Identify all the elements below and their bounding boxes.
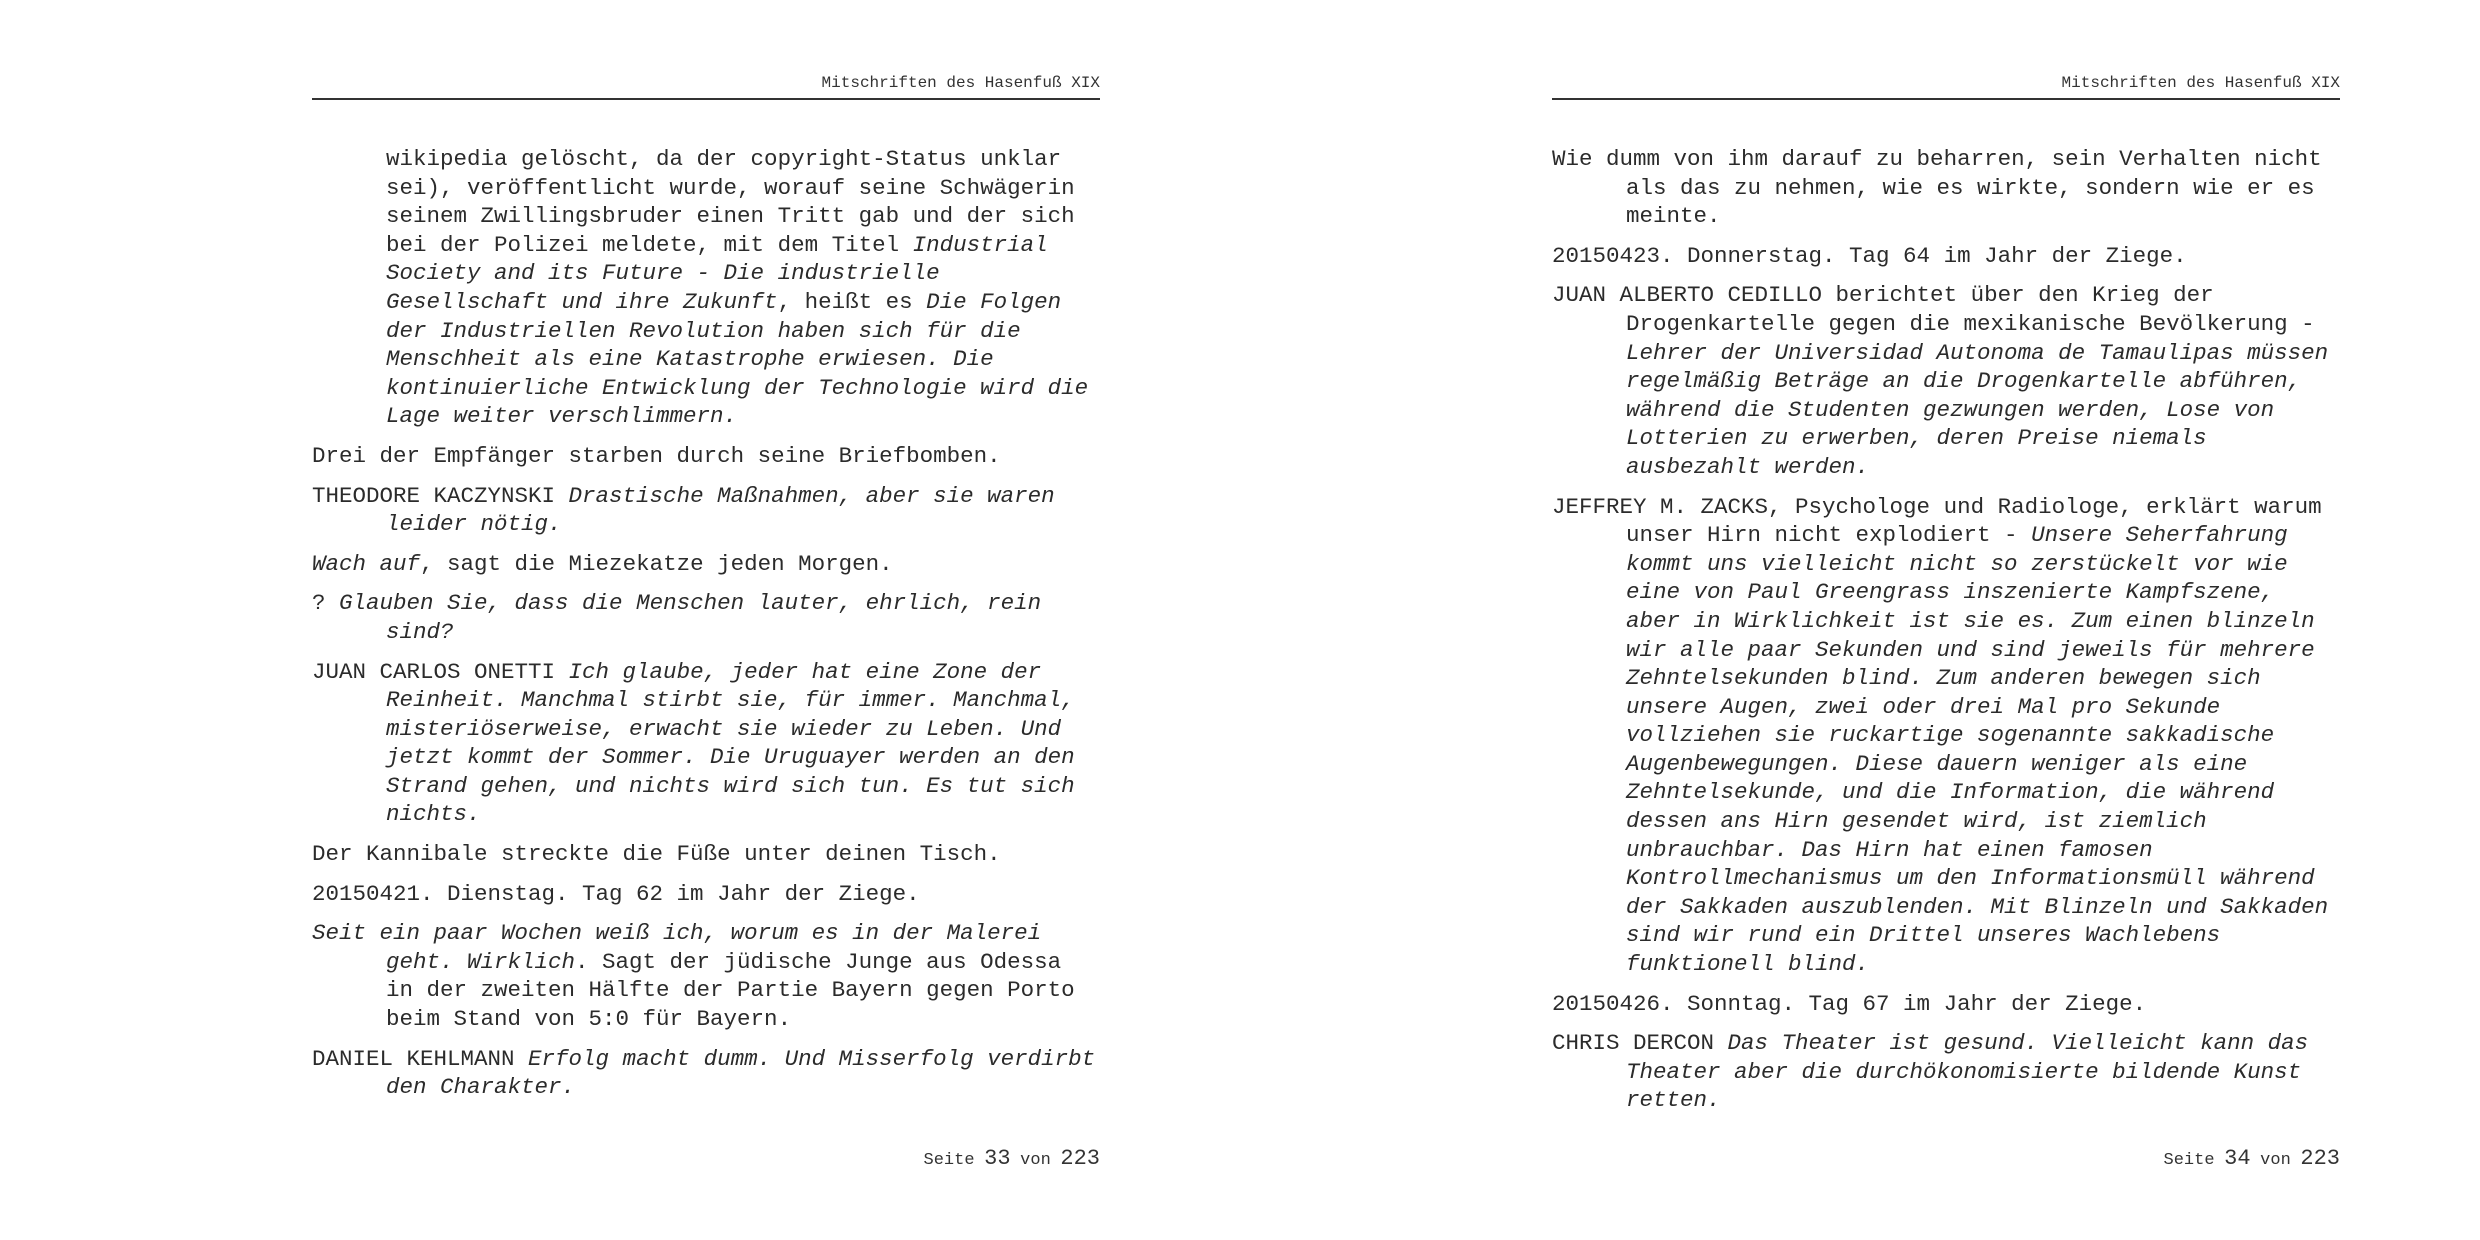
text-paragraph bbox=[1552, 1029, 2340, 1115]
footer-page-number: 34 bbox=[2224, 1146, 2251, 1171]
italic-text: Drastische Maßnahmen, aber sie waren leider nötig. bbox=[386, 482, 1055, 538]
running-header: Mitschriften des Hasenfuß XIX bbox=[312, 72, 1100, 100]
footer-von-label: von bbox=[1020, 1151, 1051, 1170]
text-paragraph bbox=[312, 880, 1100, 909]
text-paragraph bbox=[312, 550, 1100, 579]
text-paragraph bbox=[1552, 990, 2340, 1019]
text-paragraph bbox=[312, 145, 1100, 431]
text-paragraph bbox=[1552, 242, 2340, 271]
italic-text: Das Theater ist gesund. Vielleicht kann das Theater aber die durchökonomisierte bildende Kunst retten. bbox=[1626, 1030, 2309, 1114]
footer-von-label: von bbox=[2260, 1151, 2291, 1170]
text-paragraph bbox=[312, 1045, 1100, 1102]
text-span: 20150421. Dienstag. Tag 62 im Jahr der Ziege. bbox=[312, 880, 920, 907]
text-span: Drei der Empfänger starben durch seine Briefbomben. bbox=[312, 442, 1001, 469]
text-span: JUAN CARLOS ONETTI bbox=[312, 658, 569, 685]
text-span: JEFFREY M. ZACKS, Psychologe und Radiologe, erklärt warum unser Hirn nicht explodiert - bbox=[1552, 493, 2322, 549]
running-header: Mitschriften des Hasenfuß XIX bbox=[1552, 72, 2340, 100]
page-body bbox=[1552, 145, 2340, 1126]
text-span: DANIEL KEHLMANN bbox=[312, 1045, 529, 1072]
text-span: CHRIS DERCON bbox=[1552, 1030, 1728, 1057]
italic-text: Wach auf bbox=[312, 550, 421, 577]
text-paragraph bbox=[312, 482, 1100, 539]
text-span: JUAN ALBERTO CEDILLO berichtet über den Krieg der Drogenkartelle gegen die mexikanische Bevölkerung - bbox=[1552, 282, 2315, 337]
text-paragraph bbox=[312, 442, 1100, 471]
italic-text: Lehrer der Universidad Autonoma de Tamaulipas müssen regelmäßig Beträge an die Drogenkartelle abführen, während die Studenten gezwungen werden, Lose von Lotterien zu erwerben, deren Preise niemals ausbezahlt werden. bbox=[1626, 339, 2329, 480]
italic-text: Industrial Society and its Future - Die industrielle Gesellschaft und ihre Zukunft bbox=[386, 231, 1048, 315]
text-span: 20150423. Donnerstag. Tag 64 im Jahr der Ziege. bbox=[1552, 242, 2187, 269]
text-span: , heißt es bbox=[777, 288, 927, 315]
italic-text: Ich glaube, jeder hat eine Zone der Reinheit. Manchmal stirbt sie, für immer. Manchmal, misteriöserweise, erwacht sie wieder zu Leben. Und jetzt kommt der Sommer. Die Uruguayer werden an den Strand gehen, und nichts wird sich tun. Es tut sich nichts. bbox=[386, 658, 1075, 828]
italic-text: Glauben Sie, dass die Menschen lauter, ehrlich, rein sind? bbox=[339, 590, 1042, 645]
page-body bbox=[312, 145, 1100, 1113]
footer-page-number: 33 bbox=[984, 1146, 1011, 1171]
text-paragraph bbox=[1552, 493, 2340, 979]
text-span: . Sagt der jüdische Junge aus Odessa in der zweiten Hälfte der Partie Bayern gegen Porto beim Stand von 5:0 für Bayern. bbox=[386, 948, 1075, 1033]
text-paragraph bbox=[312, 658, 1100, 830]
page-footer bbox=[1552, 1146, 2340, 1171]
page-footer bbox=[312, 1146, 1100, 1171]
text-paragraph bbox=[312, 589, 1100, 646]
text-paragraph bbox=[312, 840, 1100, 869]
text-span: Wie dumm von ihm darauf zu beharren, sein Verhalten nicht als das zu nehmen, wie es wirkte, sondern wie er es meinte. bbox=[1552, 146, 2322, 230]
text-paragraph bbox=[312, 919, 1100, 1033]
text-span: wikipedia gelöscht, da der copyright-Status unklar sei), veröffentlicht wurde, worauf seine Schwägerin seinem Zwillingsbruder einen Tritt gab und der sich bei der Polizei meldete, mit dem Titel bbox=[386, 146, 1075, 258]
footer-seite-label: Seite bbox=[2163, 1151, 2215, 1170]
footer-page-total: 223 bbox=[2300, 1146, 2340, 1171]
text-span: Der Kannibale streckte die Füße unter deinen Tisch. bbox=[312, 841, 1001, 868]
italic-text: Unsere Seherfahrung kommt uns vielleicht nicht so zerstückelt vor wie eine von Paul Greengrass inszenierte Kampfszene, aber in Wirklichkeit ist sie es. Zum einen blinzeln wir alle paar Sekunden und sind jeweils für mehrere Zehntelsekunden blind. Zum anderen bewegen sich unsere Augen, zwei oder drei Mal pro Sekunde vollziehen sie ruckartige sogenannte sakkadische Augenbewegungen. Diese dauern weniger als eine Zehntelsekunde, und die Information, die während dessen ans Hirn gesendet wird, ist ziemlich unbrauchbar. Das Hirn hat einen famosen Kontrollmechanismus um den Informationsmüll während der Sakkaden auszublenden. Mit Blinzeln und Sakkaden sind wir rund ein Drittel unseres Wachlebens funktionell blind. bbox=[1626, 522, 2329, 978]
text-span: , sagt die Miezekatze jeden Morgen. bbox=[420, 550, 893, 577]
text-span: 20150426. Sonntag. Tag 67 im Jahr der Ziege. bbox=[1552, 990, 2147, 1017]
italic-text: Seit ein paar Wochen weiß ich, worum es in der Malerei geht. Wirklich bbox=[312, 920, 1042, 975]
italic-text: Die Folgen der Industriellen Revolution haben sich für die Menschheit als eine Katastrophe erwiesen. Die kontinuierliche Entwicklung der Technologie wird die Lage weiter verschlimmern. bbox=[386, 288, 1089, 430]
right-page bbox=[1240, 0, 2480, 1240]
text-span: ? bbox=[312, 590, 340, 617]
text-paragraph bbox=[1552, 145, 2340, 231]
italic-text: Erfolg macht dumm. Und Misserfolg verdirbt den Charakter. bbox=[386, 1045, 1096, 1101]
footer-seite-label: Seite bbox=[923, 1151, 975, 1170]
text-span: THEODORE KACZYNSKI bbox=[312, 482, 569, 509]
text-paragraph bbox=[1552, 281, 2340, 481]
footer-page-total: 223 bbox=[1060, 1146, 1100, 1171]
